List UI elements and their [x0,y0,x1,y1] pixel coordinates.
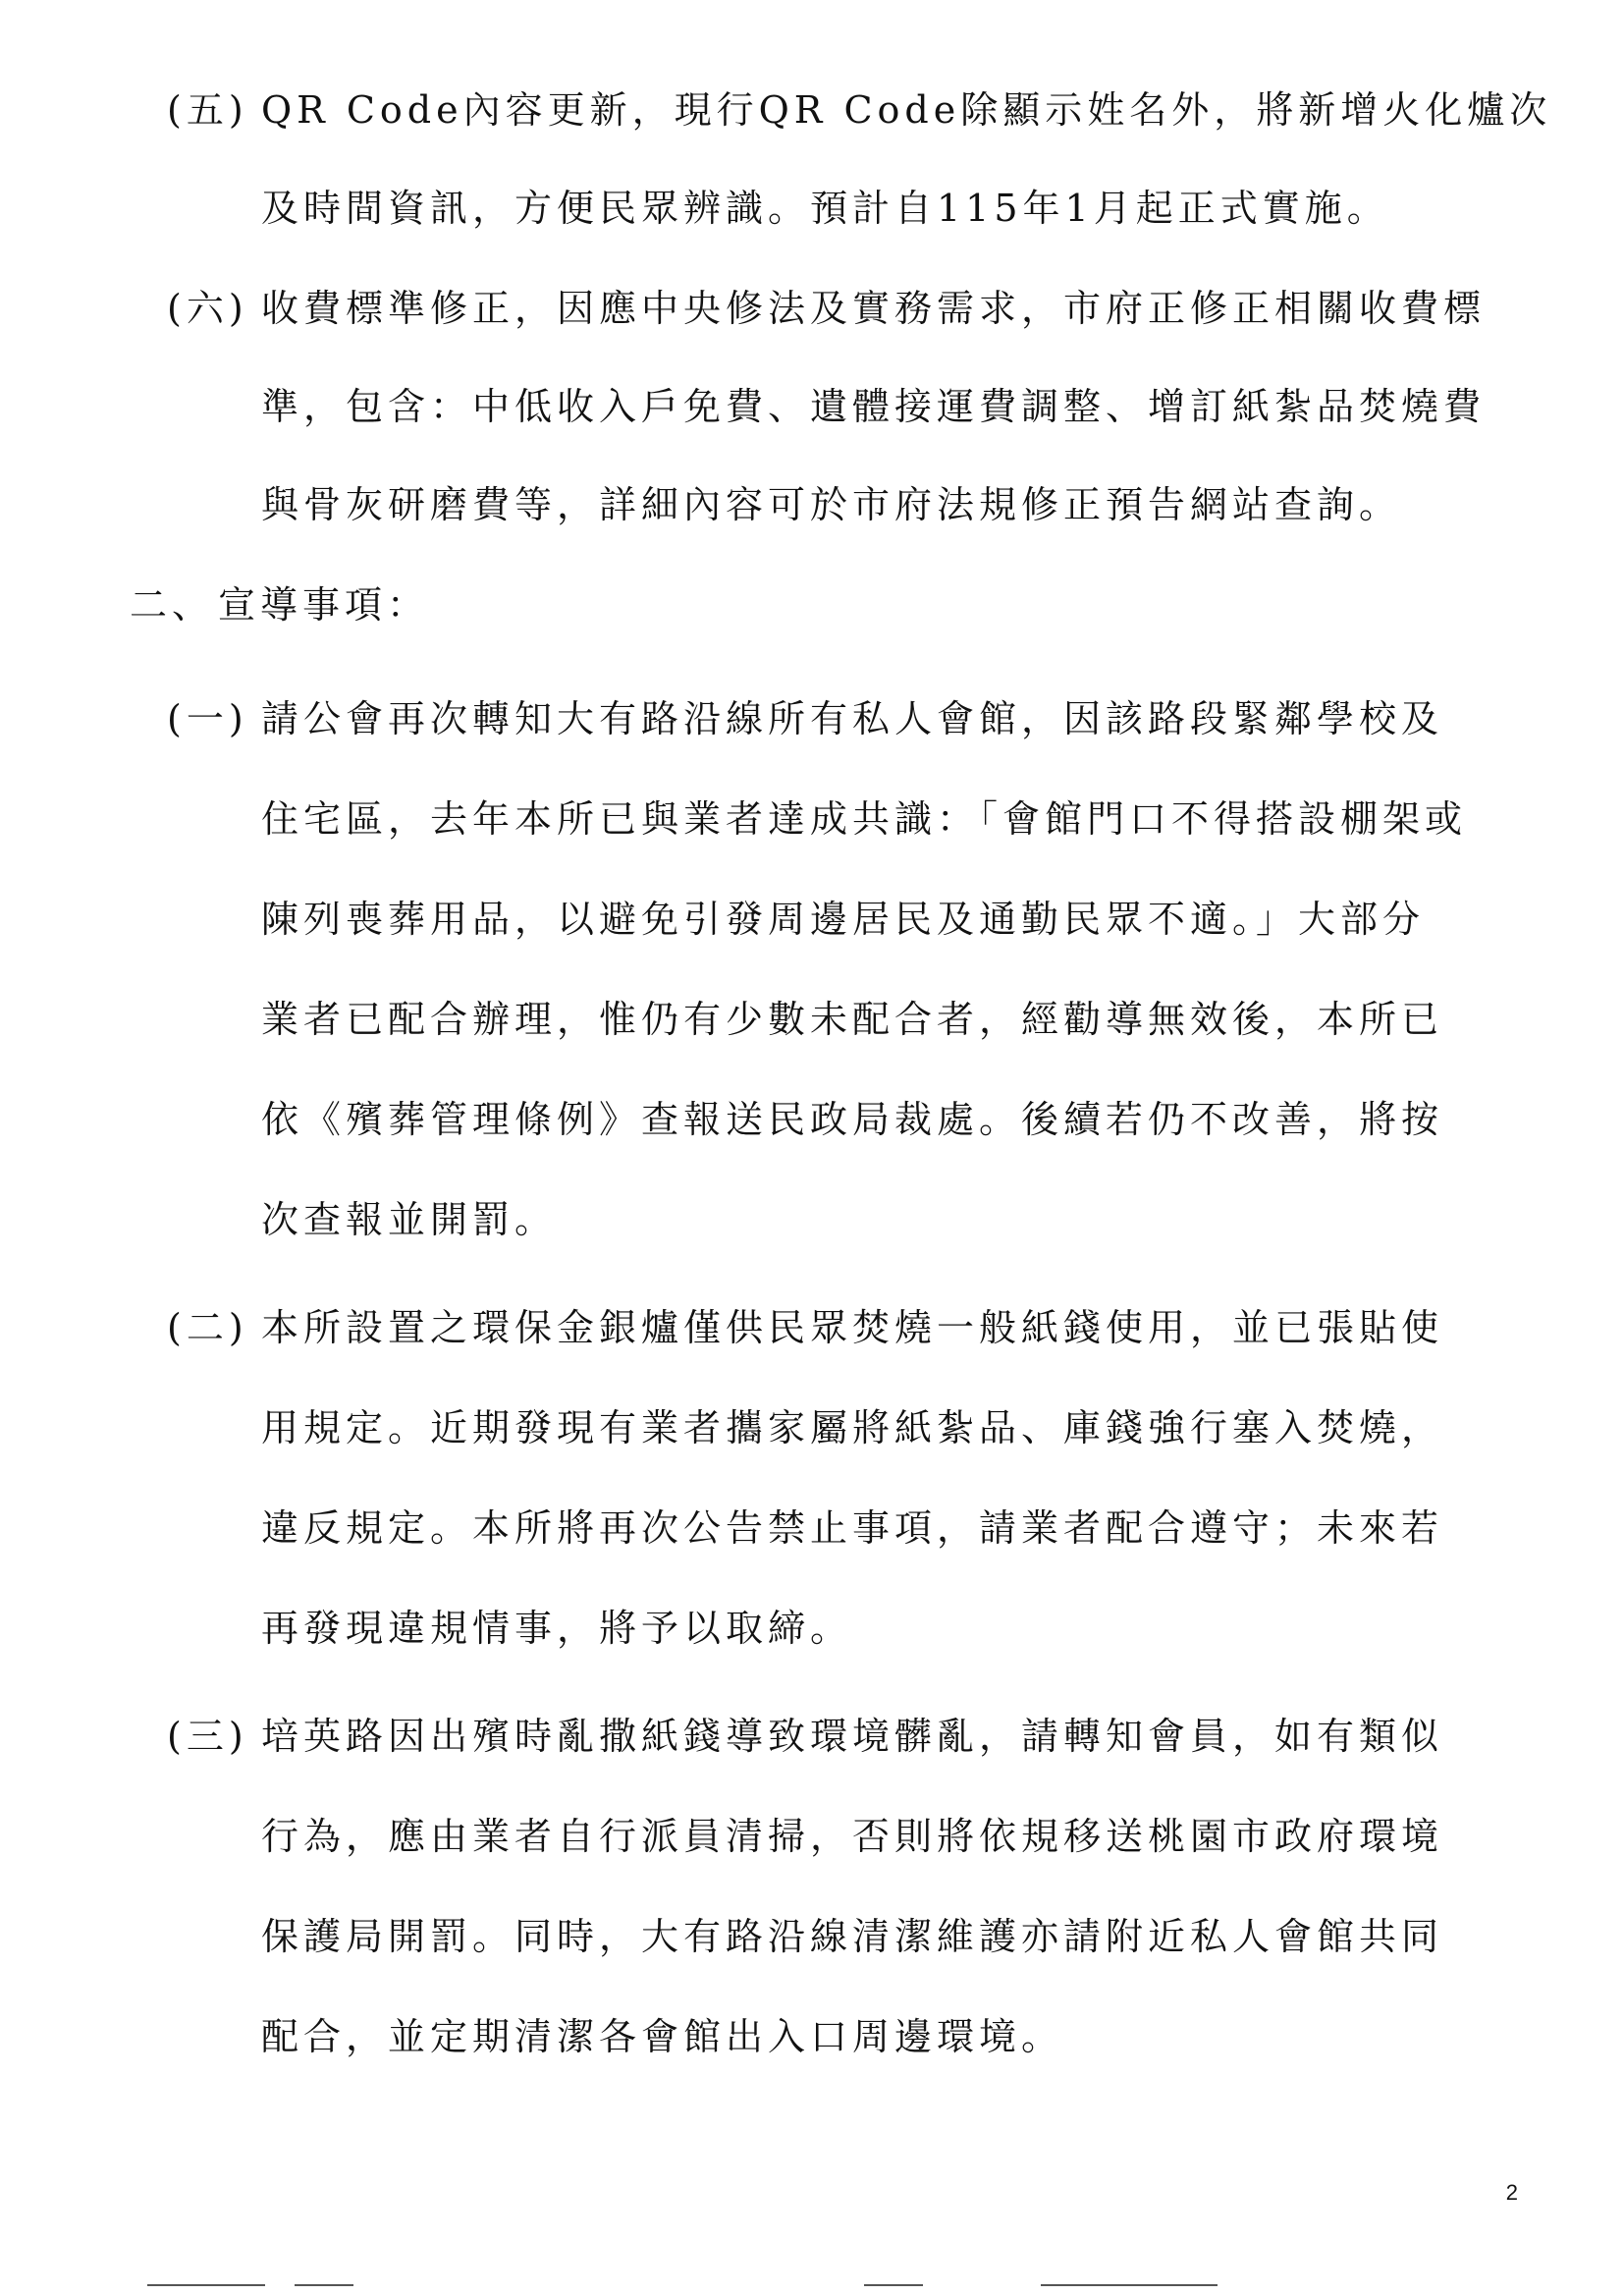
section-5-text: QR Code內容更新，現行QR Code除顯示姓名外，將新增火化爐次 [261,88,1552,132]
heading-2-title: 宣導事項： [218,583,430,627]
item-3-line-1 [167,1707,1443,1766]
heading-2 [130,575,429,634]
item-1-line-6: 次查報並開罰。 [261,1198,558,1241]
section-6-marker: (六) [167,287,248,330]
item-1-text: 請公會再次轉知大有路沿線所有私人會館，因該路段緊鄰學校及 [261,697,1444,740]
item-2-marker: (二) [167,1306,248,1349]
item-3-line-3: 保護局開罰。同時，大有路沿線清潔維護亦請附近私人會館共同 [261,1915,1444,1958]
item-3-line-2: 行為，應由業者自行派員清掃，否則將依規移送桃園市政府環境 [261,1815,1444,1858]
item-1-line-4: 業者已配合辦理，惟仍有少數未配合者，經勸導無效後，本所已 [261,998,1444,1041]
item-2-text: 本所設置之環保金銀爐僅供民眾焚燒一般紙錢使用，並已張貼使 [261,1306,1444,1349]
section-5-line-2: 及時間資訊，方便民眾辨識。預計自115年1月起正式實施。 [261,187,1389,230]
item-1-marker: (一) [167,697,248,740]
item-3-text: 培英路因出殯時亂撒紙錢導致環境髒亂，請轉知會員，如有類似 [261,1715,1444,1758]
item-3-marker: (三) [167,1715,248,1758]
item-1-line-3: 陳列喪葬用品，以避免引發周邊居民及通勤民眾不適。」大部分 [261,898,1426,941]
section-6-text: 收費標準修正，因應中央修法及實務需求，市府正修正相關收費標 [261,287,1487,330]
section-6-line-3: 與骨灰研磨費等，詳細內容可於市府法規修正預告網站查詢。 [261,483,1402,526]
page-number: 2 [1505,2180,1518,2205]
item-1-line-2: 住宅區，去年本所已與業者達成共識：「會館門口不得搭設棚架或 [261,797,1468,841]
section-6-line-1 [167,279,1486,338]
scan-artifact [295,2284,353,2286]
item-1-line-5: 依《殯葬管理條例》查報送民政局裁處。後續若仍不改善，將按 [261,1098,1444,1141]
item-2-line-3: 違反規定。本所將再次公告禁止事項，請業者配合遵守；未來若 [261,1506,1444,1550]
item-3-line-4: 配合，並定期清潔各會館出入口周邊環境。 [261,2015,1064,2058]
scan-artifact [864,2284,923,2286]
item-1-line-1 [167,689,1443,748]
heading-2-marker: 二、 [130,583,215,627]
item-2-line-4: 再發現違規情事，將予以取締。 [261,1607,853,1650]
scan-artifact [1041,2284,1218,2286]
section-5-line-1 [167,81,1551,139]
section-5-marker: (五) [167,88,248,132]
item-2-line-2: 用規定。近期發現有業者攜家屬將紙紮品、庫錢強行塞入焚燒， [261,1406,1444,1449]
scan-artifact [147,2284,265,2286]
section-6-line-2: 準，包含：中低收入戶免費、遺體接運費調整、增訂紙紮品焚燒費 [261,385,1487,428]
item-2-line-1 [167,1298,1443,1357]
